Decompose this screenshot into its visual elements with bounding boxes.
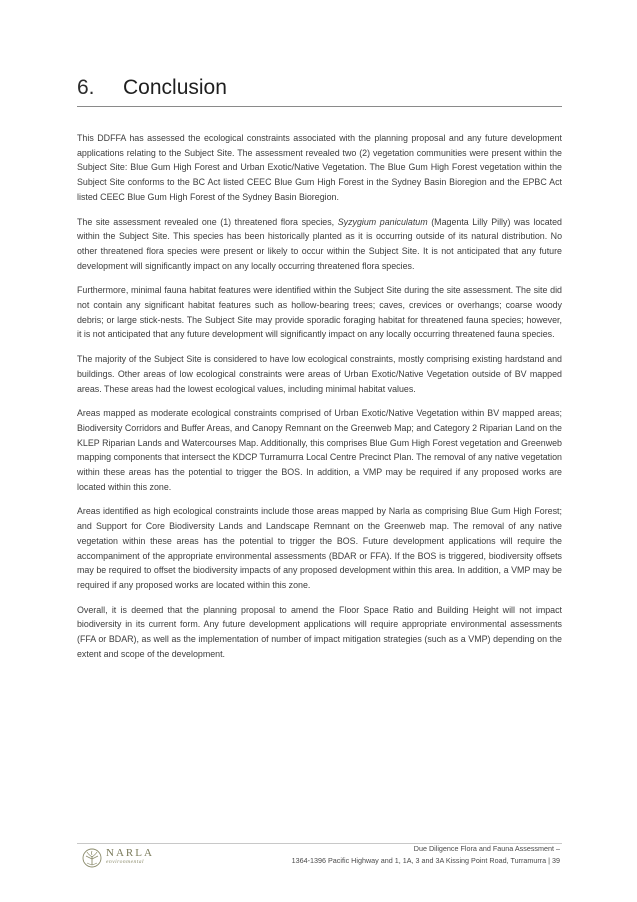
paragraph-text: (Magenta Lilly Pilly) was located within the Subject Site. This species has been historically planted as it is occurring outside of its natural distribution. No other threatened flora species were present or likely to occur within the Subject Site. It is not anticipated that any future development will significantly impact on any locally occurring threatened flora species.: [77, 216, 562, 271]
body-text: [77, 131, 562, 672]
heading-divider: [77, 106, 562, 107]
paragraph: This DDFFA has assessed the ecological constraints associated with the planning proposal and any future development applications relating to the Subject Site. The assessment revealed two (2) vegetation communities were present within the Subject Site: Blue Gum High Forest and Urban Exotic/Native Vegetation. The Blue Gum High Forest vegetation within the Subject Site conforms to the BC Act listed CEEC Blue Gum High Forest in the Sydney Basin Bioregion and the EPBC Act listed CEEC Blue Gum High Forest of the Sydney Basin Bioregion.: [77, 133, 562, 202]
narla-logo: [82, 848, 154, 868]
paragraph: [77, 215, 562, 274]
section-number: 6.: [77, 76, 95, 99]
logo-brand: NARLA: [106, 847, 154, 859]
footer-text: [292, 843, 560, 867]
paragraph-text: The site assessment revealed one (1) threatened flora species,: [77, 216, 338, 227]
logo-wordmark: [106, 849, 154, 867]
section-heading: [77, 76, 562, 100]
section-title: Conclusion: [123, 76, 227, 99]
paragraph: Areas mapped as moderate ecological constraints comprised of Urban Exotic/Native Vegetation within BV mapped areas; Biodiversity Corridors and Buffer Areas, and Canopy Remnant on the Greenweb Map; and Category 2 Riparian Land on the KLEP Riparian Lands and Watercourses Map. Additionally, this comprises Blue Gum High Forest vegetation and Greenweb mapping components that intersect the KDCP Turramurra Local Centre Precinct Plan. The removal of any native vegetation within these areas has the potential to trigger the BOS. In addition, a VMP may be required if any proposed works are located within this zone.: [77, 408, 562, 492]
paragraph: Overall, it is deemed that the planning proposal to amend the Floor Space Ratio and Building Height will not impact biodiversity in its current form. Any future development applications will require appropriate environmental assessments (FFA or BDAR), as well as the implementation of number of impact mitigation strategies (such as a VMP) depending on the extent and scope of the development.: [77, 604, 562, 659]
footer-site-and-page: 1364-1396 Pacific Highway and 1, 1A, 3 and 3A Kissing Point Road, Turramurra | 39: [291, 856, 560, 865]
paragraph: Furthermore, minimal fauna habitat features were identified within the Subject Site during the site assessment. The site did not contain any significant habitat features such as hollow-bearing trees; caves, crevices or overhangs; coarse woody debris; or large stick-nests. The Subject Site may provide sporadic foraging habitat for threatened fauna species; however, it is not anticipated that any future development will significantly impact on any locally occurring threatened fauna species.: [77, 285, 562, 340]
footer-report-title: Due Diligence Flora and Fauna Assessment –: [413, 844, 560, 853]
species-name: Syzygium paniculatum: [337, 216, 428, 227]
paragraph: Areas identified as high ecological constraints include those areas mapped by Narla as comprising Blue Gum High Forest; and Support for Core Biodiversity Lands and Landscape Remnant on the Greenweb map. The removal of any native vegetation within these areas has the potential to trigger the BOS. Future development applications will require the accompaniment of the appropriate environmental assessments (BDAR or FFA). If the BOS is triggered, biodiversity offsets may be required to offset the biodiversity impacts of any proposed development within this area. In addition, a VMP may be required if any proposed works are located within this zone.: [77, 506, 562, 590]
tree-of-life-logo-icon: [82, 848, 102, 868]
paragraph: The majority of the Subject Site is considered to have low ecological constraints, mostly comprising existing hardstand and buildings. Other areas of low ecological constraints were areas of Urban Exotic/Native Vegetation outside of BV mapped areas. These areas had the lowest ecological values, including minimal habitat values.: [77, 354, 562, 394]
logo-subtext: environmental: [106, 859, 145, 865]
